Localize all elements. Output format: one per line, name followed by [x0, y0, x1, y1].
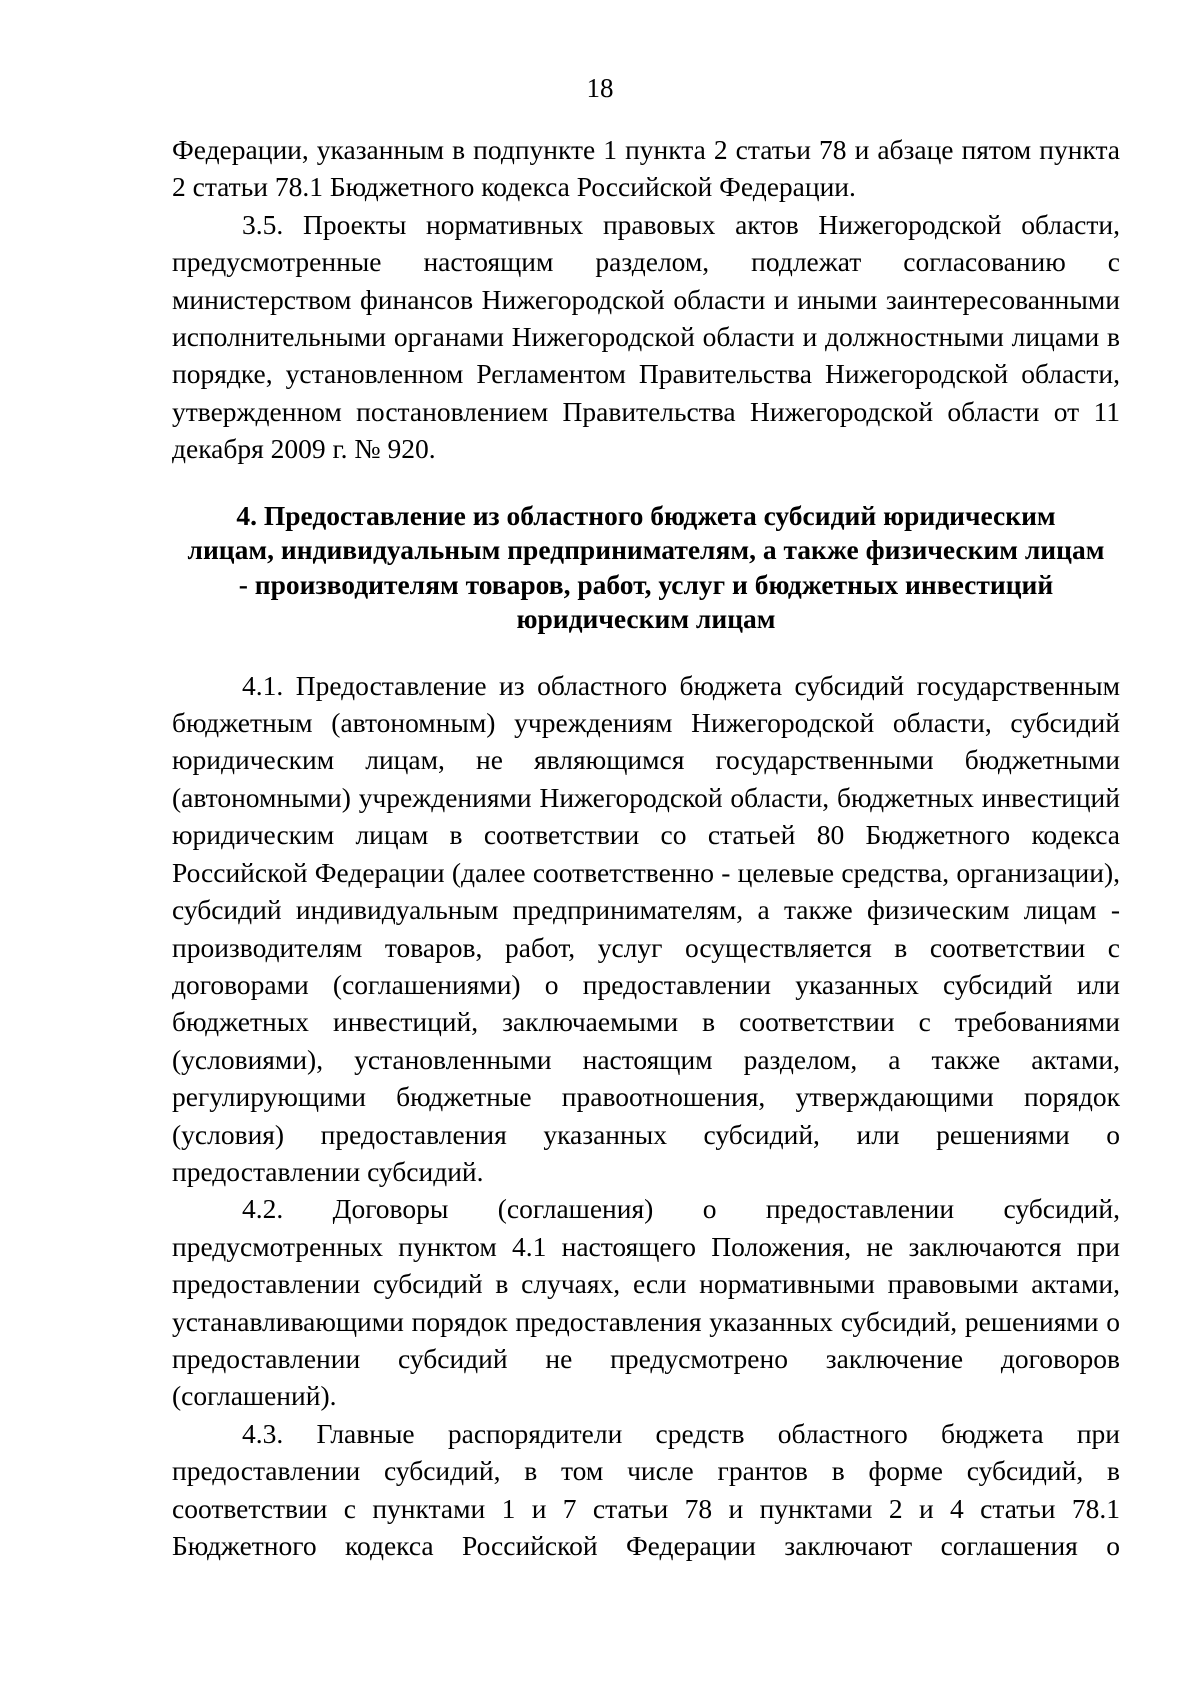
paragraph-4-2: 4.2. Договоры (соглашения) о предоставлении субсидий, предусмотренных пунктом 4.1 настоящего Положения, не заключаются при предоставлении субсидий в случаях, если нормативными правовыми актами, устанавливающими порядок предоставления указанных субсидий, решениями о предоставлении субсидий не предусмотрено заключение договоров (соглашений). [172, 1193, 1120, 1412]
section-heading-line: лицам, индивидуальным предпринимателям, а также физическим лицам [187, 534, 1105, 566]
paragraph-3-5: 3.5. Проекты нормативных правовых актов Нижегородской области, предусмотренные настоящим разделом, подлежат согласованию с министерством финансов Нижегородской области и иными заинтересованными исполнительными органами Нижегородской области и должностными лицами в порядке, установленном Регламентом Правительства Нижегородской области, утвержденном постановлением Правительства Нижегородской области от 11 декабря 2009 г. № 920. [172, 208, 1120, 465]
page-number: 18 [586, 73, 614, 103]
section-heading-line: 4. Предоставление из областного бюджета субсидий юридическим [236, 499, 1056, 531]
section-heading-line: - производителям товаров, работ, услуг и бюджетных инвестиций [238, 568, 1054, 600]
paragraph-4-1: 4.1. Предоставление из областного бюджета субсидий государственным бюджетным (автономным) учреждениям Нижегородской области, субсидий юридическим лицам, не являющимся государственными бюджетными (автономными) учреждениями Нижегородской области, бюджетных инвестиций юридическим лицам в соответствии со статьей 80 Бюджетного кодекса Российской Федерации (далее соответственно - целевые средства, организации), субсидий индивидуальным предпринимателям, а также физическим лицам - производителям товаров, работ, услуг осуществляется в соответствии с договорами (соглашениями) о предоставлении указанных субсидий или бюджетных инвестиций, заключаемыми в соответствии с требованиями (условиями), установленными настоящим разделом, а также актами, регулирующими бюджетные правоотношения, утверждающими порядок (условия) предоставления указанных субсидий, или решениями о предоставлении субсидий. [172, 669, 1120, 1187]
section-heading [172, 499, 1120, 637]
document-body [172, 131, 1120, 1564]
section-heading-line: юридическим лицам [516, 603, 776, 635]
paragraph-federation-continuation: Федерации, указанным в подпункте 1 пункта 2 статьи 78 и абзаце пятом пункта 2 статьи 78.1 Бюджетного кодекса Российской Федерации. [172, 134, 1120, 203]
paragraph-4-3: 4.3. Главные распорядители средств областного бюджета при предоставлении субсидий, в том числе грантов в форме субсидий, в соответствии с пунктами 1 и 7 статьи 78 и пунктами 2 и 4 статьи 78.1 Бюджетного кодекса Российской Федерации заключают соглашения о [172, 1417, 1120, 1561]
